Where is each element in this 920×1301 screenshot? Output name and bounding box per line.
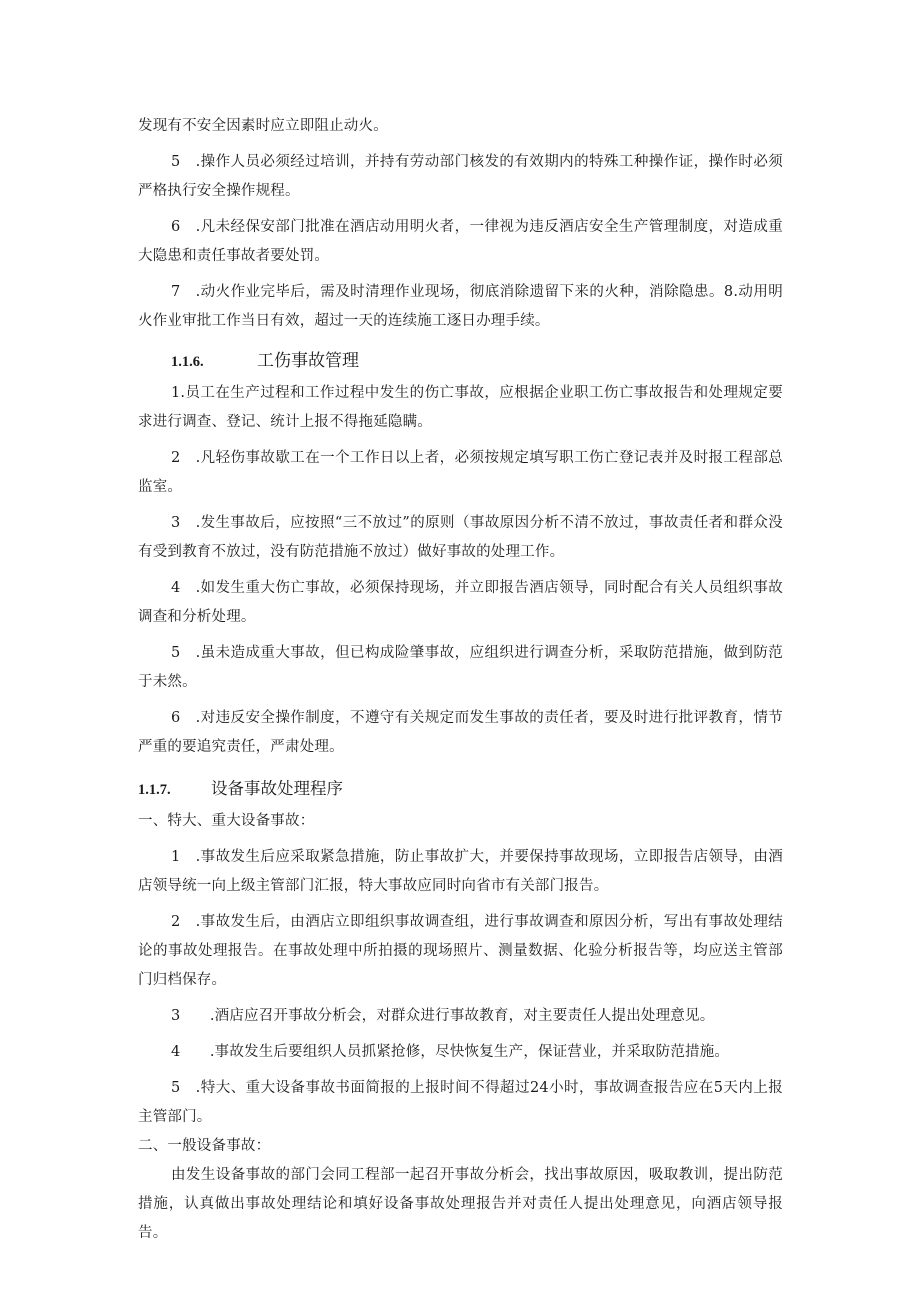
paragraph-continuation: 发现有不安全因素时应立即阻止动火。: [138, 118, 388, 134]
injury-item-6: 6 .对违反安全操作制度，不遵守有关规定而发生事故的责任者，要及时进行批评教育，情节严重的要追究责任，严肃处理。: [138, 710, 783, 755]
paragraph-item-5: 5 .操作人员必须经过培训，并持有劳动部门核发的有效期内的特殊工种操作证，操作时必须严格执行安全操作规程。: [138, 154, 783, 199]
injury-item-3: 3 .发生事故后，应按照“三不放过”的原则（事故原因分析不清不放过，事故责任者和群众没有受到教育不放过，没有防范措施不放过）做好事故的处理工作。: [138, 515, 783, 560]
major-item-2: 2 .事故发生后，由酒店立即组织事故调查组，进行事故调查和原因分析，写出有事故处理结论的事故处理报告。在事故处理中所拍摄的现场照片、测量数据、化验分析报告等，均应送主管部门归档保存。: [138, 914, 783, 988]
document-page: [138, 112, 783, 1248]
injury-item-5: 5 .虽未造成重大事故，但已构成险肇事故，应组织进行调查分析，采取防范措施，做到防范于未然。: [138, 645, 783, 690]
major-item-5: 5 .特大、重大设备事故书面简报的上报时间不得超过24小时，事故调查报告应在5天内上报主管部门。: [138, 1080, 783, 1125]
major-item-1: 1 .事故发生后应采取紧急措施，防止事故扩大，并要保持事故现场，立即报告店领导，由酒店领导统一向上级主管部门汇报，特大事故应同时向省市有关部门报告。: [138, 849, 783, 894]
injury-item-4: 4 .如发生重大伤亡事故，必须保持现场，并立即报告酒店领导，同时配合有关人员组织事故调查和分析处理。: [138, 580, 783, 625]
paragraph-item-7: 7 .动火作业完毕后，需及时清理作业现场，彻底消除遗留下来的火种，消除隐患。8.动用明火作业审批工作当日有效，超过一天的连续施工逐日办理手续。: [138, 284, 783, 329]
injury-item-1: 1.员工在生产过程和工作过程中发生的伤亡事故，应根据企业职工伤亡事故报告和处理规定要求进行调查、登记、统计上报不得拖延隐瞒。: [138, 385, 783, 430]
section-title: 设备事故处理程序: [211, 779, 343, 798]
subsection-title-major: 一、特大、重大设备事故：: [138, 813, 315, 829]
injury-item-2: 2 .凡轻伤事故歇工在一个工作日以上者，必须按规定填写职工伤亡登记表并及时报工程部总监室。: [138, 450, 783, 495]
section-title: 工伤事故管理: [257, 351, 359, 371]
general-item-text: 由发生设备事故的部门会同工程部一起召开事故分析会，找出事故原因，吸取教训，提出防范措施，认真做出事故处理结论和填好设备事故处理报告并对责任人提出处理意见，向酒店领导报告。: [138, 1167, 783, 1241]
section-number: 1.1.6.: [171, 354, 204, 370]
major-item-3: 3 .酒店应召开事故分析会，对群众进行事故教育，对主要责任人提出处理意见。: [171, 1008, 715, 1024]
section-heading-1-1-7: [138, 774, 783, 805]
section-number: 1.1.7.: [138, 782, 171, 798]
paragraph-item-6: 6 .凡未经保安部门批准在酒店动用明火者，一律视为违反酒店安全生产管理制度，对造成重大隐患和责任事故者要处罚。: [138, 219, 783, 264]
section-heading-1-1-6: [138, 346, 783, 377]
subsection-title-general: 二、一般设备事故：: [138, 1138, 271, 1154]
major-item-4: 4 .事故发生后要组织人员抓紧抢修，尽快恢复生产，保证营业，并采取防范措施。: [171, 1044, 730, 1060]
